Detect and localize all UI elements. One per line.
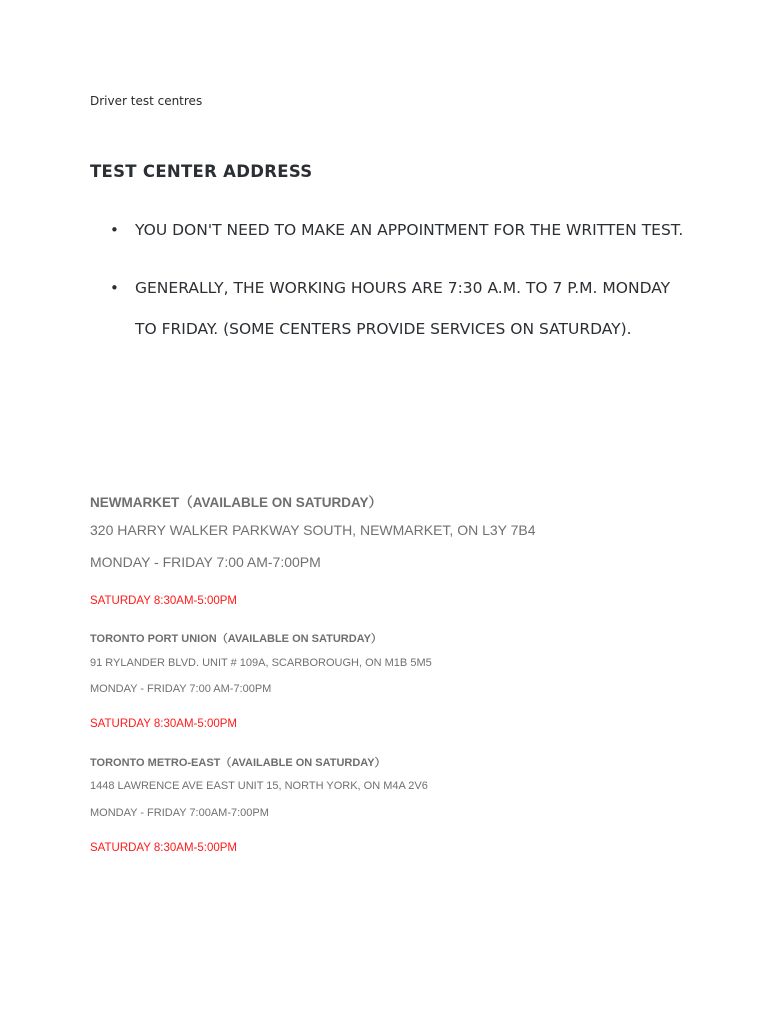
center-address: 91 RYLANDER BLVD. UNIT # 109A, SCARBOROUGH, ON M1B 5M5	[90, 657, 432, 669]
center-saturday-hours: SATURDAY 8:30AM-5:00PM	[90, 595, 237, 607]
center-weekday-hours: MONDAY - FRIDAY 7:00AM-7:00PM	[90, 807, 269, 819]
center-address: 1448 LAWRENCE AVE EAST UNIT 15, NORTH YORK, ON M4A 2V6	[90, 780, 428, 792]
info-bullet-item	[90, 268, 690, 350]
center-name: NEWMARKET（AVAILABLE ON SATURDAY）	[90, 495, 382, 510]
document-heading: Driver test centres	[90, 94, 203, 108]
bullet-text: YOU DON'T NEED TO MAKE AN APPOINTMENT FOR THE WRITTEN TEST.	[135, 221, 684, 239]
info-bullet-item	[90, 210, 690, 251]
info-bullet-list	[90, 210, 690, 367]
section-title: TEST CENTER ADDRESS	[90, 162, 313, 181]
bullet-dot-icon: •	[110, 279, 119, 297]
center-name: TORONTO METRO-EAST（AVAILABLE ON SATURDAY）	[90, 757, 386, 769]
center-saturday-hours: SATURDAY 8:30AM-5:00PM	[90, 842, 237, 854]
center-saturday-hours: SATURDAY 8:30AM-5:00PM	[90, 718, 237, 730]
bullet-text: GENERALLY, THE WORKING HOURS ARE 7:30 A.M. TO 7 P.M. MONDAY TO FRIDAY. (SOME CENTERS PROVIDE SERVICES ON SATURDAY).	[135, 279, 671, 338]
center-weekday-hours: MONDAY - FRIDAY 7:00 AM-7:00PM	[90, 554, 321, 570]
bullet-dot-icon: •	[110, 221, 119, 239]
center-name: TORONTO PORT UNION（AVAILABLE ON SATURDAY）	[90, 633, 382, 645]
center-weekday-hours: MONDAY - FRIDAY 7:00 AM-7:00PM	[90, 683, 272, 695]
center-address: 320 HARRY WALKER PARKWAY SOUTH, NEWMARKET, ON L3Y 7B4	[90, 522, 536, 538]
